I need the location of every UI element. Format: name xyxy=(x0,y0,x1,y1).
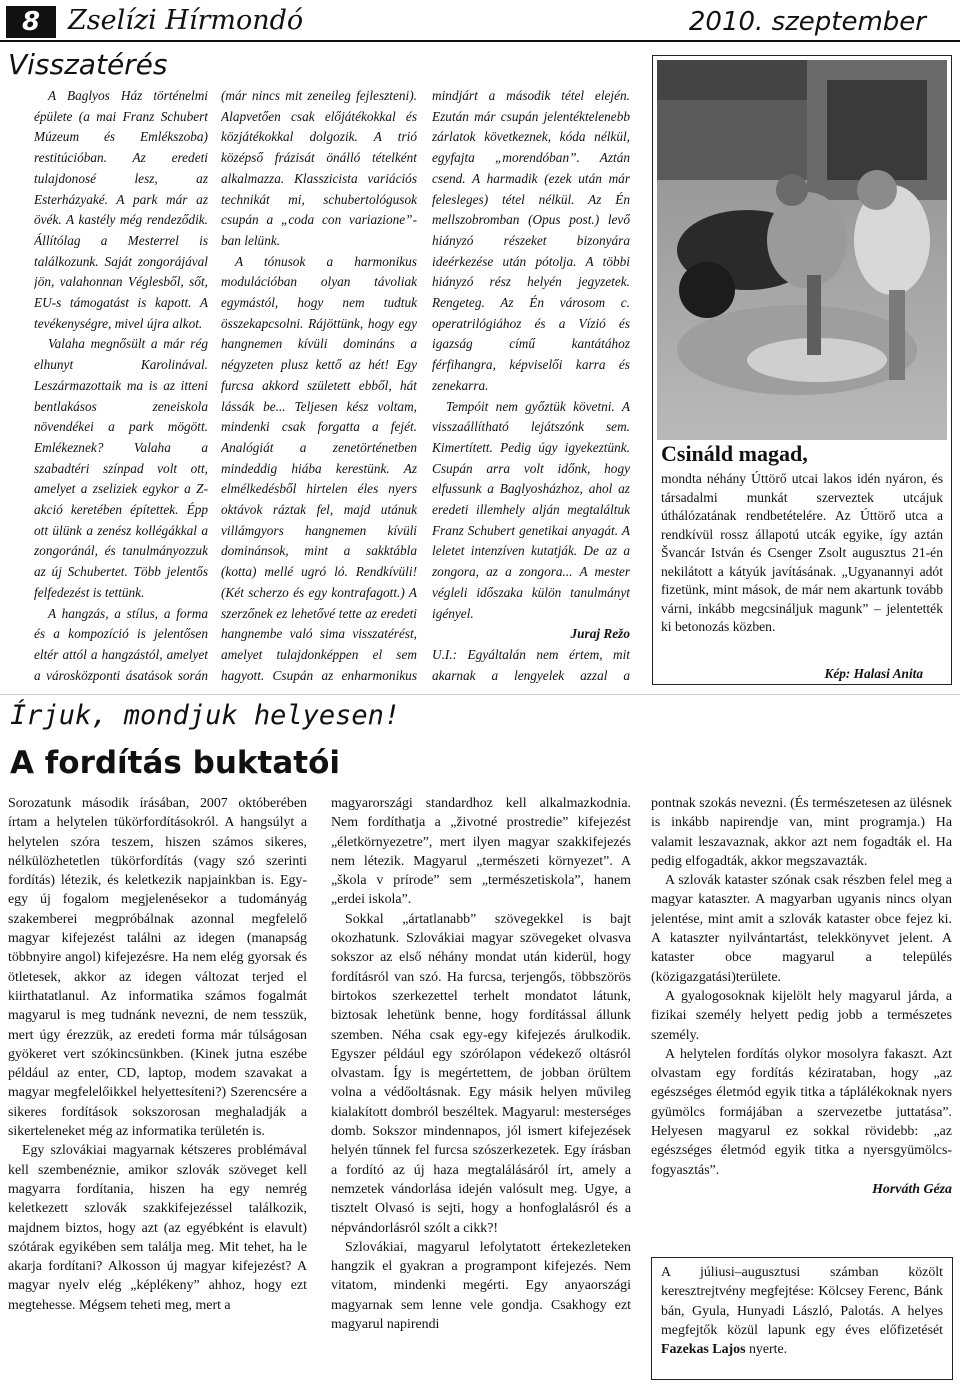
photo-feature-box xyxy=(652,55,952,685)
crossword-solution-box xyxy=(651,1257,953,1380)
news-photo xyxy=(657,60,947,440)
paragraph: A szlovák kataster szónak csak részben felel meg a magyar kataszter. A magyarban ugyanis nincs olyan jelentése, mint amit a szlovák kataster obce fejez ki. A kataszter nyilvántartást, telekkönyvet jelent. A kataster obce magyarul a település (közigazgatási)területe. xyxy=(651,873,952,985)
issue-date: 2010. szeptember xyxy=(688,7,926,37)
article2-column-3 xyxy=(651,794,952,1244)
paragraph: A helytelen fordítás olykor mosolyra fakaszt. Azt olvastam egy fordítás kézirataban, hogy „az egészséges életmód egyik titka a táplálékoknak nyers gyümölcs formájában a szervezetbe juttatása”. Helyesen magyarul ez sokkal rövidebb: „az egészséges életmód egyik titka a nyersgyümölcs-fogyasztás”. xyxy=(651,1046,952,1178)
article1-column-3 xyxy=(432,86,630,686)
paragraph: magyarországi standardhoz kell alkalmazkodnia. Nem fordíthatja a „životné prostredie” kifejezést „életkörnyezetre”, mert ilyen magyar szakkifejezés nem létezik. Magyarul „természeti környezet”. A „škola v prírode” sem „természetiskola”, hanem „erdei iskola”. xyxy=(331,796,631,908)
paragraph: Sorozatunk második írásában, 2007 októberében írtam a helytelen tükörfordításokról. A hangsúlyt a helytelen szóra teszem, hiszen számos sikeres, nélkülözhetetlen tükörfordítás (vagy szó szerinti fordítás) létezik, és keletkezik napjainkban is. Egy-egy új fogalom megjelenésekor a tudományág szakemberei megpróbálnak azonnal megfelelő magyar kifejezést találni az idegen (manapság többnyire angol) kifejezésre. Ha nem elég gyorsak és ötletesek, akkor az idegen változat terjed el kiirthatatlanul. Az informatika számos fogalmát magyarul is meg tudnánk nevezni, de nem tesszük, mert úgy érezzük, az eredeti forma már túlságosan gyökeret vert szókincsünkben. (Kinek jutna eszébe például az enter, CD, laptop, modem szavakat a magyar megfelelőikkel helyettesíteni?) Szerencsére a sikeres fordítások sokszorosan meghaladják a sikerteleneket még az informatika területén is. xyxy=(8,796,307,1140)
masthead-title: Zselízi Hírmondó xyxy=(68,5,304,36)
paragraph: Sokkal „ártatlanabb” szövegekkel is bajt okozhatunk. Szlovákiai magyar szövegeket olvasva sokszor az első néhány mondat után kiderül, hogy fordításról van szó. Ha furcsa, terjengős, többszörös birtokos szerkezettel terhelt mondatot látunk, biztosak lehetünk benne, hogy fordítással állunk szemben. Néha csak egy-egy kifejezés árulkodik. Egyszer például egy szórólapon védekező oltásról olvastam. Így is megértettem, de jobban örültem volna a védőoltásnak. Egy másik helyen művileg kialakított dombról beszéltek. Magyarul: mesterséges domb. Sokszor mindennapos, jól ismert kifejezések helyén tűnnek fel furcsa szószerkezetek. Egy írásban a fordító az új haza megtalálásáról írt, amely a nemzetek vándorlása idején valósult meg. Ugye, a tisztelt Olvasó is sejti, hogy a honfoglalásról és a népvándorlásról szólt a cikk?! xyxy=(331,911,631,1236)
paragraph: A gyalogosoknak kijelölt hely magyarul járda, a fizikai személy helyett pedig jobb a természetes személy. xyxy=(651,988,952,1043)
paragraph: Szlovákiai, magyarul lefolytatott értekezleteken hangzik el gyakran a programpont kifejezés. Nem vitatom, mindenki megérti. Egy anyaországi magyarnak sem lenne vele gondja. Csakhogy ezt magyarul napirendi xyxy=(331,1239,631,1333)
author-signature: Juraj Režo xyxy=(570,626,630,642)
page-header xyxy=(0,0,960,44)
paragraph: pontnak szokás nevezni. (És természetesen az ülésnek is inkább napirendje van, mint programja.) Ha valamit leszavaznak, akkor azt nem fogadták el. Ha pedig elfogadták, akkor megszavazták. xyxy=(651,796,952,869)
section-divider xyxy=(0,694,960,695)
paragraph: Valaha megnősült a már rég elhunyt Karolinával. Leszármazottaik ma is az itteni bentlakásos zeneiskola növendékei a park mögött. Emlékeznek? Valaha a szabadtéri színpad volt ott, amelyet a zseliziek egykor a Z-akció keretében építettek. Épp ott ülünk a zenész kollégákkal a zongoránál, és tanulmányozzuk az új Schubertet. Több jelentős felfedezést is tettünk. xyxy=(34,336,208,600)
paragraph: A hangzás, a stílus, a forma és a kompozíció is jelentősen eltér attól a hangzástól, amelyet a városközponti ásatások során xyxy=(34,605,208,683)
photo-credit: Kép: Halasi Anita xyxy=(824,666,923,681)
photo-box-title: Csináld magad, xyxy=(661,441,808,466)
article2-column-2 xyxy=(331,794,631,1384)
postscript: U.I.: Egyáltalán nem értem, mit akarnak a lengyelek azzal a xyxy=(432,646,630,683)
series-title: Írjuk, mondjuk helyesen! xyxy=(10,700,401,731)
article-title: A fordítás buktatói xyxy=(10,745,341,781)
paragraph: A Baglyos Ház történelmi épülete (a mai Franz Schubert Múzeum és Emlékszoba) restitúcióban. Az eredeti tulajdonosé lesz, az Esterházyaké. A park már az övék. A kastély még rendeződik. Állítólag a Mesterrel is találkozunk. Saját zongorájával jön, valahonnan Véglesből, sőt, EU-s támogatást is kapott. A tevékenységre, mivel újra alkot. xyxy=(34,88,208,331)
paragraph: Tempóit nem győztük követni. A visszaállítható lejátszónk sem. Kimertített. Pedig úgy igyekeztünk. Csupán arra volt időnk, hogy elfussunk a Baglyosházhoz, ahol az eredeti illemhely alján megtaláltuk Franz Schubert genetikai anyagát. A leletet intenzíven kutatják. De az a zongora, az a zongora... A mester végleli időszaka külön tanulmányt igényel. xyxy=(432,398,630,621)
photo-box-text: mondta néhány Úttörő utcai lakos idén nyáron, és társadalmi munkát szerveztek utcájuk úthálózatának rendbetételére. Az Úttörő utca a rendkívül rossz állapotú utcák egyike, így aztán Švancár István és Csenger Zsolt augusztus 21-én nekilátott a kátyúk javításának. „Ugyanannyi adót fizetünk, mint mások, de már nem akartunk tovább várni, inkább megcsináljuk magunk” – jelentették ki betonozás közben. xyxy=(661,471,943,634)
quiz-text: A júliusi–augusztusi számban közölt keresztrejtvény megfejtése: Kölcsey Ferenc, Bánk bán, Gyula, Hunyadi László, Palotás. A helyes megfejtők közül lapunk egy éves előfizetését xyxy=(661,1265,943,1338)
quiz-text-end: nyerte. xyxy=(745,1342,788,1358)
quiz-winner: Fazekas Lajos xyxy=(661,1342,746,1358)
header-divider xyxy=(0,40,960,42)
paragraph: Egy szlovákiai magyarnak kétszeres problémával kell szembenéznie, amikor szlovák szöveget kell magyarra fordítania, hiszen ha egy nemrég keletkezett szlovák szakkifejezéssel találkozik, majdnem biztos, hogy azt (az egyébként is elavult) szótárak egyikében sem találja meg. Mit tehet, ha le akarja fordítani? Alkosson új magyar kifejezést? A magyar nyelv elég „képlékeny” ahhoz, hogy ezt megtehesse. Mégsem teheti meg, mert a xyxy=(8,1143,307,1313)
article1-column-1 xyxy=(34,86,208,686)
paragraph: (már nincs mit zeneileg fejleszteni). Alapvetően csak előjátékokkal és közjátékokkal dolgozik. A trió középső frázisát önálló tételként alkalmazza. Klasszicista variációs technikát mi, schubertológusok csupán a „coda con variazione”-ban lelünk. xyxy=(221,88,417,248)
author-signature: Horváth Géza xyxy=(872,1181,952,1197)
paragraph: A tónusok a harmonikus modulációban olyan távoliak egymástól, hogy nem tudtuk összekapcsolni. Rájöttünk, hogy egy hangnemen kívüli domináns a négyzeten plusz kettő az hét! Egy furcsa akkord született ebből, hát lássák be... Teljesen kész voltam, mindenki csak forgatta a fejét. Analógiát a zenetörténetben mindeddig hiába kerestünk. Az elmélkedésből hirtelen éles nyers oktávok ráztak fel, majd utánuk villámgyors hangnemen kívüli dominánsok, mint a sakktábla (kotta) mellé ugró ló. Rendkívüli! (Két scherzo és egy kontrafagott.) A szerzőnek ez lehetővé tette az eredeti hangnembe való sima visszatérést, amelyet tulajdonképpen el sem hagyott. Csupán az enharmonikus xyxy=(221,253,417,683)
article2-column-1 xyxy=(8,794,307,1384)
article1-column-2 xyxy=(221,86,417,686)
article-kicker: Visszatérés xyxy=(8,48,168,81)
page-number: 8 xyxy=(6,6,56,38)
paragraph: mindjárt a második tétel elején. Ezután már csupán jelentéktelenebb zárlatok következnek, kóda nélkül, egyfajta „morendóban”. Aztán csend. A harmadik (ezek után már felesleges) tétel nélkül. Az Én mellszobromban (Opus post.) levő hiányzó részeket bizonyára ideérkezése után pótolja. A többi hiányzó rész helyén jegyzetek. Rengeteg. Az Én városom c. operatrilógiához és a Vízió és igazság című kantátához férfihangra, képviselői karra és zenekarra. xyxy=(432,88,630,393)
